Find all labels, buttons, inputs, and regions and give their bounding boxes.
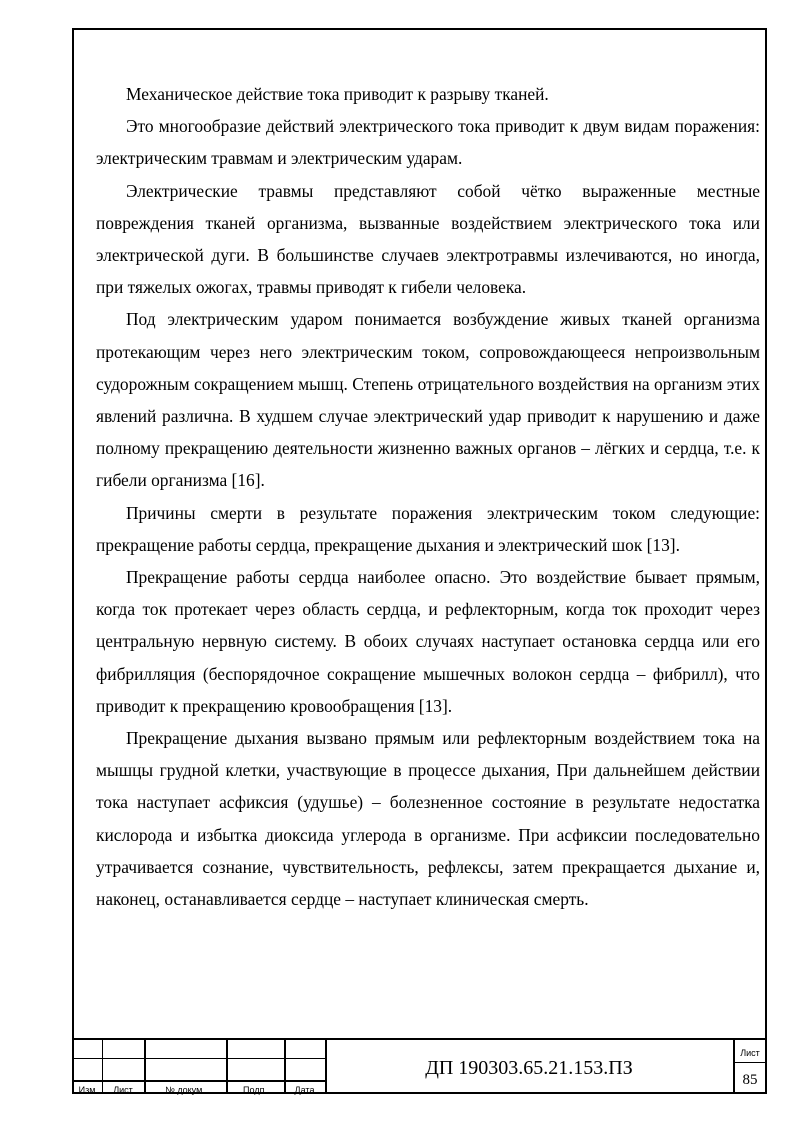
title-block (72, 1038, 767, 1094)
sheet-number: 85 (742, 1072, 758, 1088)
body-text (96, 78, 760, 915)
stamp-row-line (72, 1080, 325, 1082)
paragraph-6: Прекращение работы сердца наиболее опасно. Это воздействие бывает прямым, когда ток протекает через область сердца, и рефлекторным, когда ток проходит через центральную нервную систему. В обоих случаях наступает остановка сердца или его фибрилляция (беспорядочное сокращение мышечных волокон сердца – фибрилл), что приводит к прекращению кровообращения [13]. (96, 567, 760, 716)
sheet-caption: Лист (740, 1048, 760, 1058)
paragraph-2: Это многообразие действий электрического тока приводит к двум видам поражения: электрическим травмам и электрическим ударам. (96, 116, 760, 169)
paragraph-5: Причины смерти в результате поражения электрическим током следующие: прекращение работы сердца, прекращение дыхания и электрический шок [13]. (96, 502, 760, 555)
paragraph-7: Прекращение дыхания вызвано прямым или рефлекторным воздействием тока на мышцы грудной клетки, участвующие в процессе дыхания, При дальнейшем действии тока наступает асфиксия (удушье) – болезненное состояние в результате недостатка кислорода и избытка диоксида углерода в организме. При асфиксии последовательно утрачивается сознание, чувствительность, рефлексы, затем прекращается дыхание и, наконец, останавливается сердце – наступает клиническая смерть. (96, 728, 760, 910)
paragraph-3: Электрические травмы представляют собой чётко выраженные местные повреждения тканей организма, вызванные воздействием электрического тока или электрической дуги. В большинстве случаев электротравмы излечиваются, но иногда, при тяжелых ожогах, травмы приводят к гибели человека. (96, 180, 760, 298)
caption-list: Лист (113, 1085, 133, 1095)
caption-date: Дата (294, 1085, 315, 1095)
document-number: ДП 190303.65.21.153.ПЗ (425, 1057, 633, 1079)
caption-sign: Подп. (243, 1085, 267, 1095)
paragraph-1: Механическое действие тока приводит к разрыву тканей. (126, 84, 549, 104)
paragraph-4: Под электрическим ударом понимается возбуждение живых тканей организма протекающим через него электрическим током, сопровождающееся непроизвольным судорожным сокращением мышц. Степень отрицательного воздействия на организм этих явлений различна. В худшем случае электрический удар приводит к нарушению и даже полному прекращению деятельности жизненно важных органов – лёгких и сердца, т.е. к гибели организма [16]. (96, 309, 760, 491)
caption-doc: № докум. (165, 1085, 205, 1095)
stamp-sheet-line (733, 1062, 767, 1063)
stamp-row-line (72, 1058, 325, 1059)
caption-izm: Изм (78, 1085, 96, 1095)
